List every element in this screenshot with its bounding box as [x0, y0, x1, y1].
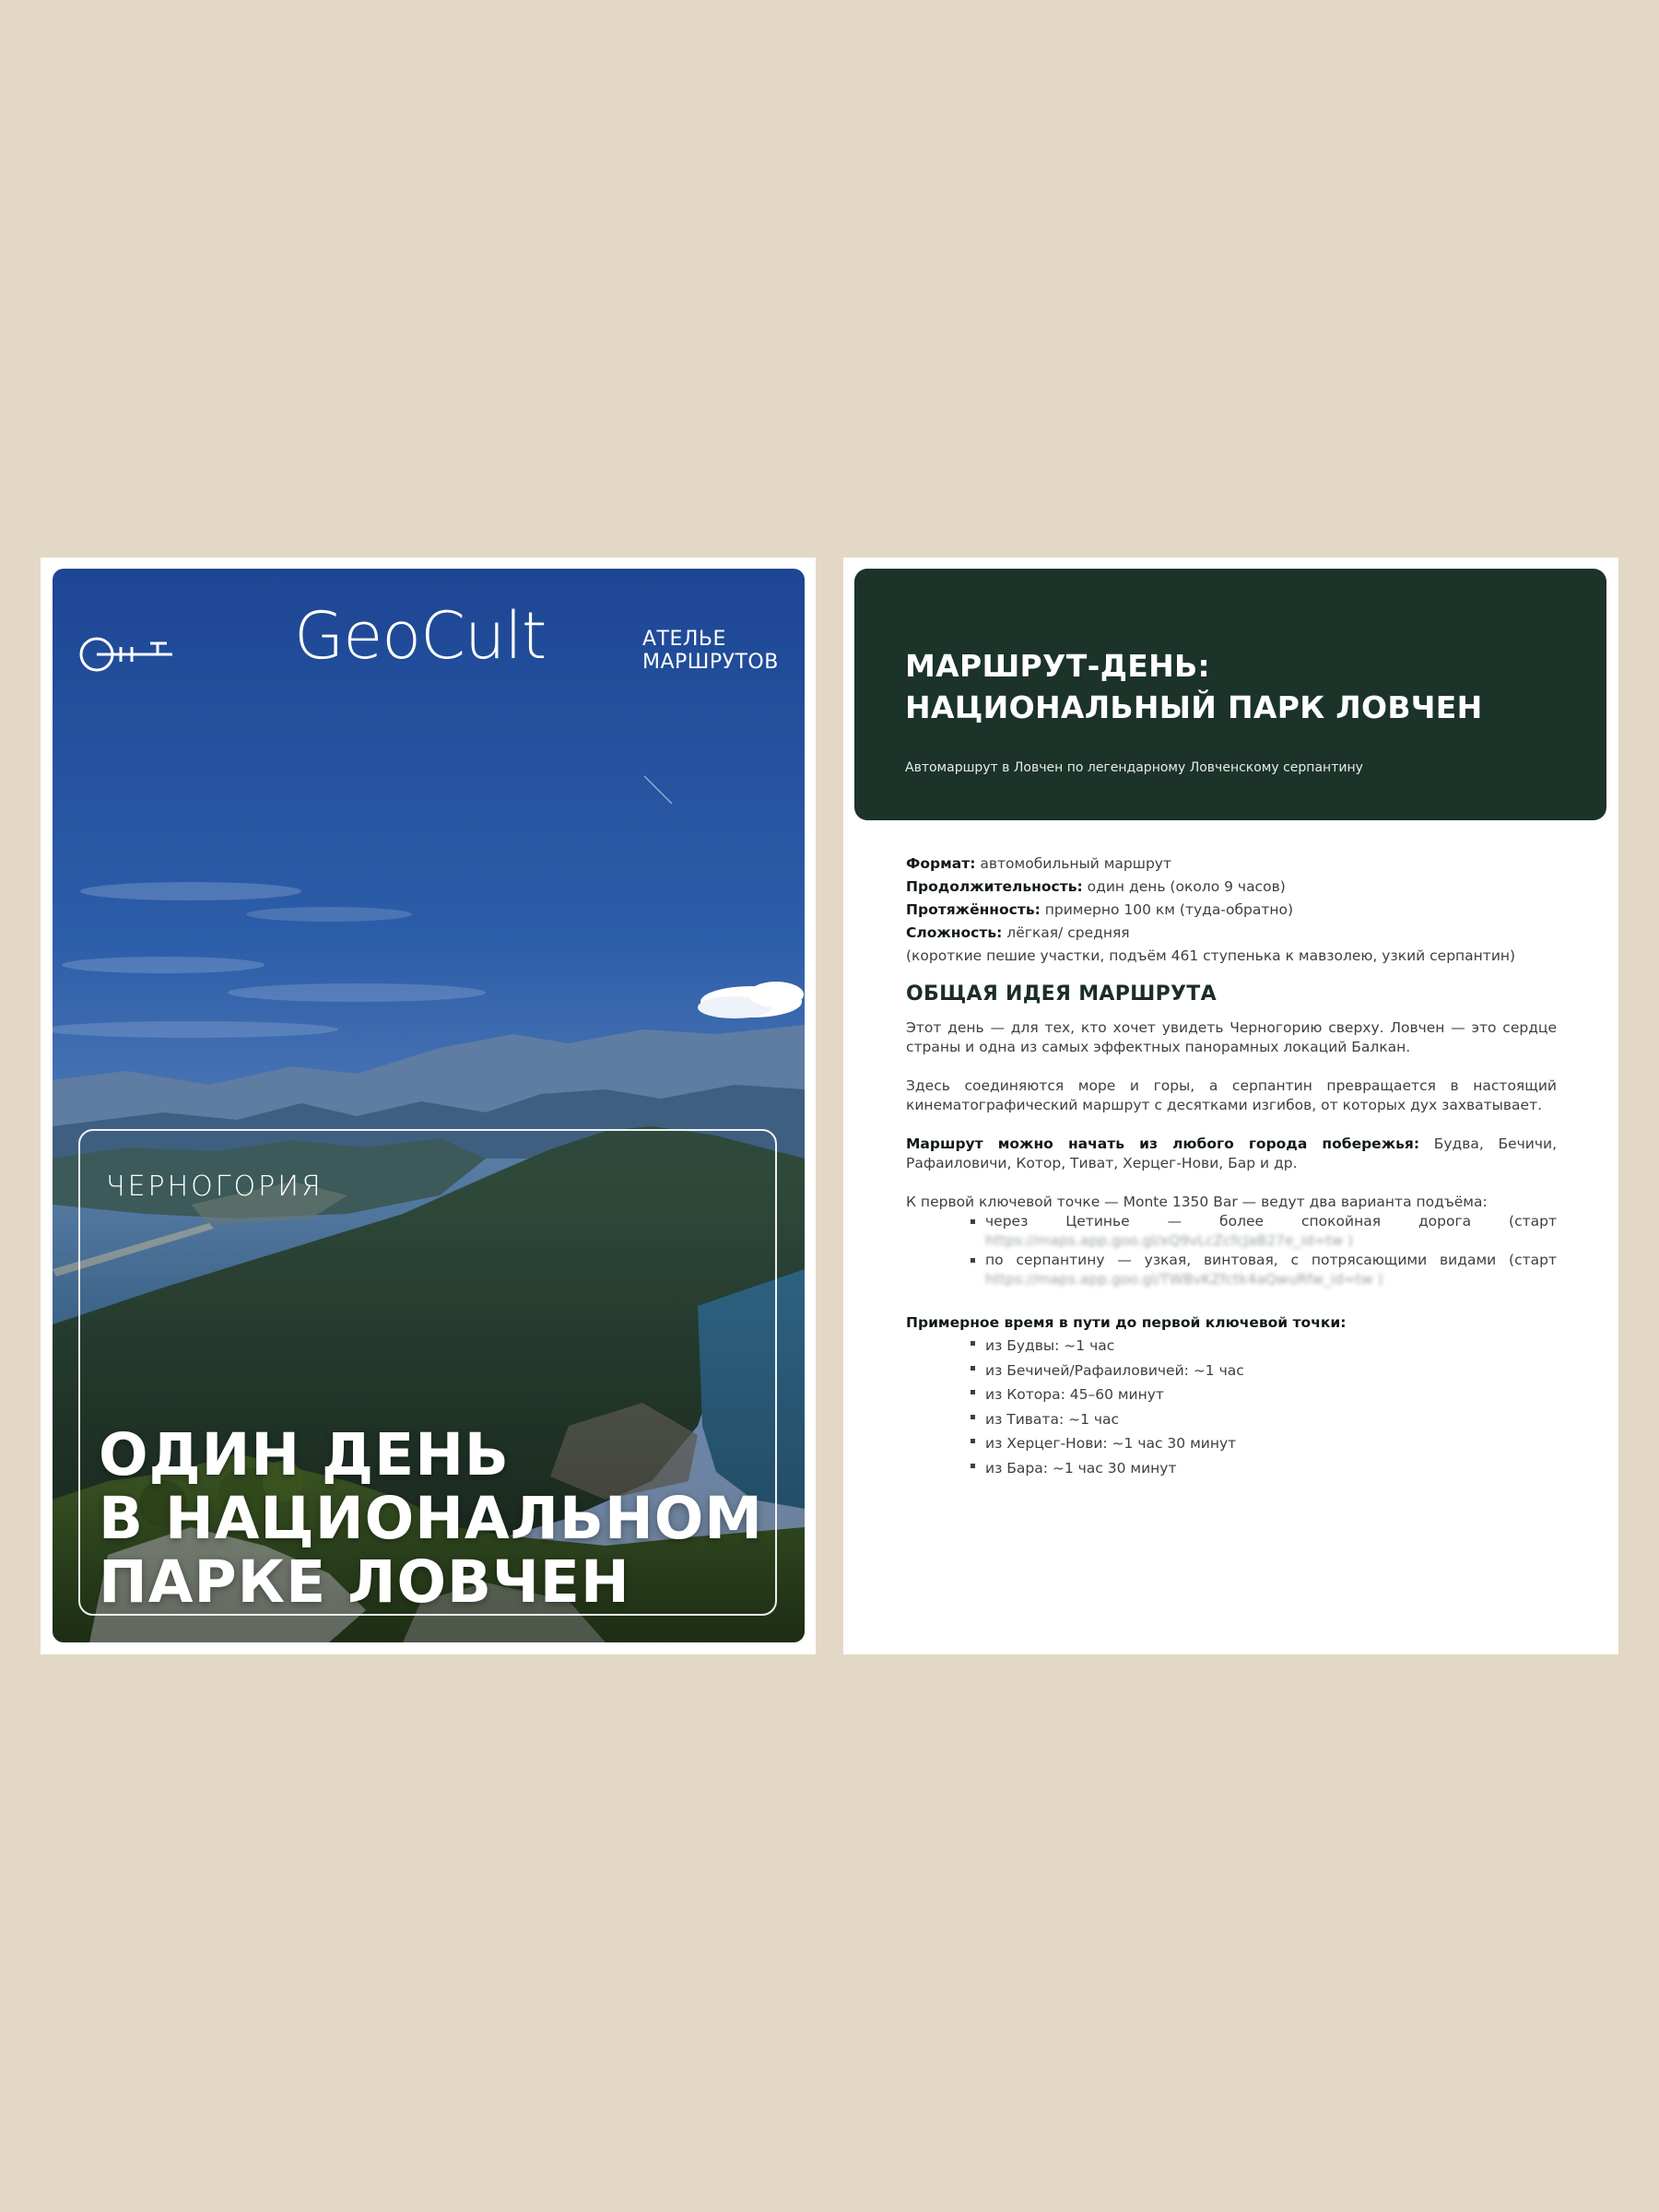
brand-tagline [642, 628, 779, 674]
option-text: по серпантину — узкая, винтовая, с потрясающими видами (старт [985, 1252, 1557, 1268]
fact-note: (короткие пешие участки, подъём 461 ступенька к мавзолею, узкий серпантин) [906, 947, 1516, 964]
paragraph-3 [906, 1135, 1557, 1173]
list-item: из Тивата: ~1 час [985, 1407, 1557, 1432]
paragraph-1: Этот день — для тех, кто хочет увидеть Черногорию сверху. Ловчен — это сердце страны и одна из самых эффектных панорамных локаций Балкан. [906, 1019, 1557, 1055]
fact-value: один день (около 9 часов) [1087, 878, 1286, 895]
cover-title-line1: ОДИН ДЕНЬ [99, 1421, 510, 1488]
cover-photo-card [53, 569, 805, 1642]
cover-title [99, 1423, 781, 1614]
paragraph-3-text: Будва, Бечичи, Рафаиловичи, Котор, Тиват, Херцег-Нови, Бар и др. [906, 1135, 1557, 1171]
route-subtitle: Автомаршрут в Ловчен по легендарному Ловченскому серпантину [905, 760, 1363, 775]
fact-value: автомобильный маршрут [980, 855, 1171, 872]
list-item: из Котора: 45–60 минут [985, 1382, 1557, 1407]
list-item: из Бара: ~1 час 30 минут [985, 1456, 1557, 1481]
paragraph-2: Здесь соединяются море и горы, а серпантин превращается в настоящий кинематографический маршрут с десятками изгибов, от которых дух захватывает. [906, 1077, 1557, 1113]
cover-title-line2: В НАЦИОНАЛЬНОМ [99, 1485, 763, 1552]
fact-value: примерно 100 км (туда-обратно) [1044, 901, 1294, 918]
option-map-link[interactable]: https://maps.app.goo.gl/TWBvKZfctk4aQwuRfw_id=tw ) [985, 1271, 1383, 1288]
fact-label: Протяжённость: [906, 901, 1041, 918]
route-title [905, 645, 1483, 728]
fact-value: лёгкая/ средняя [1006, 924, 1130, 941]
fact-format [906, 853, 1557, 876]
option-text: через Цетинье — более спокойная дорога (старт [985, 1213, 1557, 1230]
list-item: из Будвы: ~1 час [985, 1334, 1557, 1359]
fact-label: Формат: [906, 855, 976, 872]
route-body [906, 853, 1557, 1480]
options-intro: К первой ключевой точке — Monte 1350 Bar — ведут два варианта подъёма: [906, 1194, 1488, 1210]
cover-page [41, 558, 816, 1654]
travel-times-list [906, 1334, 1557, 1480]
fact-duration [906, 876, 1557, 899]
section-heading: ОБЩАЯ ИДЕЯ МАРШРУТА [906, 982, 1217, 1006]
route-options-list [906, 1212, 1557, 1289]
fact-label: Продолжительность: [906, 878, 1083, 895]
fact-difficulty [906, 922, 1557, 945]
list-item: из Бечичей/Рафаиловичей: ~1 час [985, 1359, 1557, 1383]
cover-title-line3: ПАРКЕ ЛОВЧЕН [99, 1548, 630, 1616]
route-title-line1: МАРШРУТ-ДЕНЬ: [905, 648, 1210, 684]
country-label: ЧЕРНОГОРИЯ [106, 1171, 324, 1203]
route-header [854, 569, 1606, 820]
route-title-line2: НАЦИОНАЛЬНЫЙ ПАРК ЛОВЧЕН [905, 689, 1483, 725]
travel-times-title: Примерное время в пути до первой ключевой точки: [906, 1314, 1347, 1331]
route-facts [906, 853, 1557, 968]
list-item: из Херцег-Нови: ~1 час 30 минут [985, 1431, 1557, 1456]
fact-label: Сложность: [906, 924, 1003, 941]
route-detail-page [843, 558, 1618, 1654]
brand-name: GeoCult [294, 598, 547, 674]
paragraph-3-bold: Маршрут можно начать из любого города побережья: [906, 1135, 1420, 1152]
fact-distance [906, 899, 1557, 922]
brand-tagline-line2: МАРШРУТОВ [642, 651, 779, 674]
travel-times-heading [906, 1312, 1557, 1334]
brand-tagline-line1: АТЕЛЬЕ [642, 628, 726, 651]
geocult-logo-icon [76, 631, 176, 677]
list-item [985, 1251, 1557, 1289]
list-item [985, 1212, 1557, 1251]
option-map-link[interactable]: https://maps.app.goo.gl/xQ9vLcZcfcJaB27e_id=tw ) [985, 1232, 1354, 1249]
